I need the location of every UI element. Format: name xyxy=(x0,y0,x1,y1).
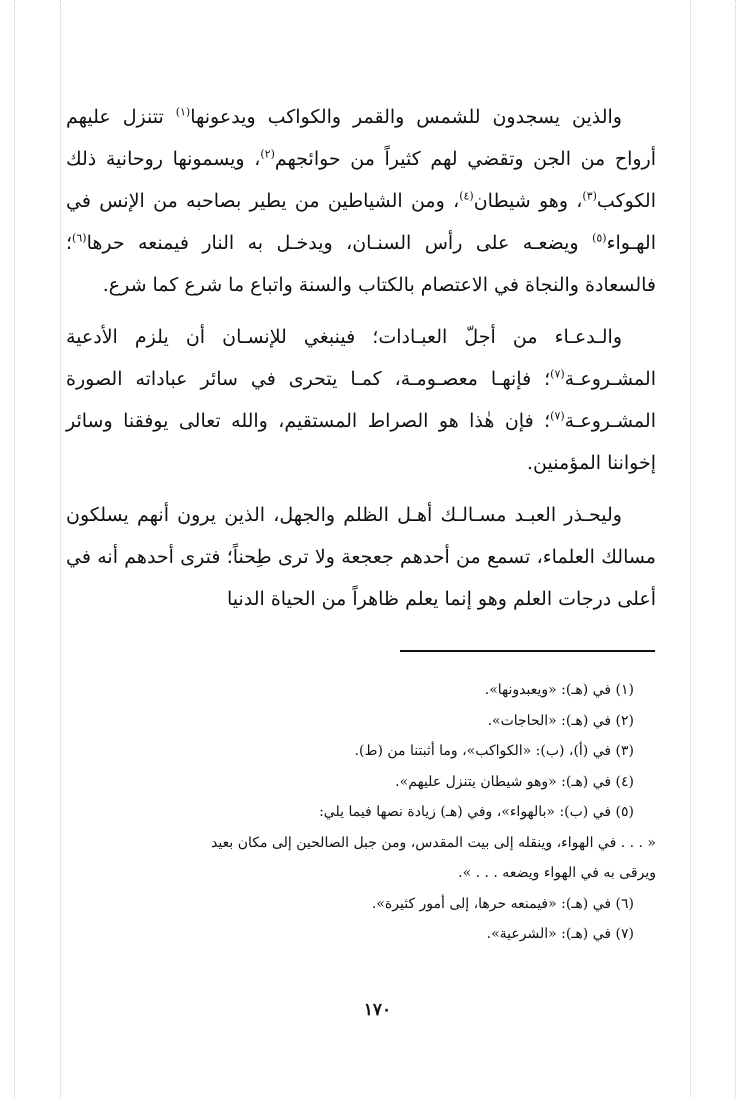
scan-guide-line xyxy=(14,0,15,1098)
footnote: (٢) في (هـ): «الحاجات». xyxy=(487,712,634,729)
page-number: ١٧٠ xyxy=(363,1000,392,1020)
footnotes xyxy=(60,675,656,950)
footnote: (٥) في (ب): «بالهواء»، وفي (هـ) زيادة نصها فيما يلي: xyxy=(319,804,634,820)
paragraph-text: ؛ فالسعادة والنجاة في الاعتصام بالكتاب والسنة واتباع ما شرع كما شرع. xyxy=(66,232,656,296)
scan-guide-line xyxy=(735,0,736,1098)
paragraph-text: ؛ فإنهـا معصـومـة، كمـا يتحرى في سائر عباداته الصورة المشـروعـة xyxy=(66,368,656,432)
main-text xyxy=(66,96,656,630)
footnote-ref: (١) xyxy=(175,105,191,119)
footnote-ref: (٥) xyxy=(592,231,607,245)
footnote-ref: (٧) xyxy=(550,367,565,381)
paragraph-text: تتنزل عليهم أرواح من الجن وتقضي لهم كثيراً من حوائجهم xyxy=(66,106,656,170)
paragraph-text: ، ومن الشياطين من يطير بصاحبه من الإنس في الهـواء xyxy=(66,190,656,254)
paragraph-text: ، وهو شيطان xyxy=(473,190,583,212)
paragraph xyxy=(66,96,656,306)
paragraph-text: ، ويسمونها روحانية ذلك الكوكب xyxy=(66,148,656,212)
paragraph-text: والذين يسجدون للشمس والقمر والكواكب ويدعونها xyxy=(190,106,622,128)
footnote: (١) في (هـ): «ويعبدونها». xyxy=(484,682,634,698)
paragraph xyxy=(66,316,656,484)
footnote: (٧) في (هـ): «الشرعية». xyxy=(486,926,634,942)
footnote-separator xyxy=(400,650,655,652)
footnote: « . . . في الهواء، وينقله إلى بيت المقدس، ومن جبل الصالحين إلى مكان بعيد xyxy=(211,834,656,851)
scan-guide-line xyxy=(690,0,691,1098)
footnote-ref: (٦) xyxy=(72,231,87,245)
paragraph-text: وليحـذر العبـد مسـالـك أهـل الظلم والجهل، الذين يرون أنهم يسلكون مسالك العلماء، تسمع من أحدهم جعجعة ولا ترى طِحناً؛ فترى أحدهم أنه في أعلى درجات العلم وهو إنما يعلم ظاهراً من الحياة الدنيا xyxy=(66,504,656,610)
footnote-ref: (٧) xyxy=(550,409,565,423)
paragraph-text: ويضعـه على رأس السنـان، ويدخـل به النار فيمنعه حرها xyxy=(86,232,593,254)
paragraph xyxy=(66,494,656,620)
footnote: (٤) في (هـ): «وهو شيطان يتنزل عليهم». xyxy=(395,773,634,790)
footnote: ويرقى به في الهواء ويضعه . . . ». xyxy=(458,865,656,881)
footnote-ref: (٤) xyxy=(459,189,474,203)
footnote: (٦) في (هـ): «فيمنعه حرها، إلى أمور كثيرة». xyxy=(371,895,634,912)
paragraph-text: ؛ فإن هٰذا هو الصراط المستقيم، والله تعالى يوفقنا وسائر إخواننا المؤمنين. xyxy=(66,410,656,474)
paragraph-text: والـدعـاء من أجلّ العبـادات؛ فينبغي للإنسـان أن يلزم الأدعية المشـروعـة xyxy=(66,326,656,390)
footnote-ref: (٢) xyxy=(260,147,275,161)
footnote: (٣) في (أ)، (ب): «الكواكب»، وما أثبتنا من (ط). xyxy=(354,743,634,759)
footnote-ref: (٣) xyxy=(582,189,597,203)
